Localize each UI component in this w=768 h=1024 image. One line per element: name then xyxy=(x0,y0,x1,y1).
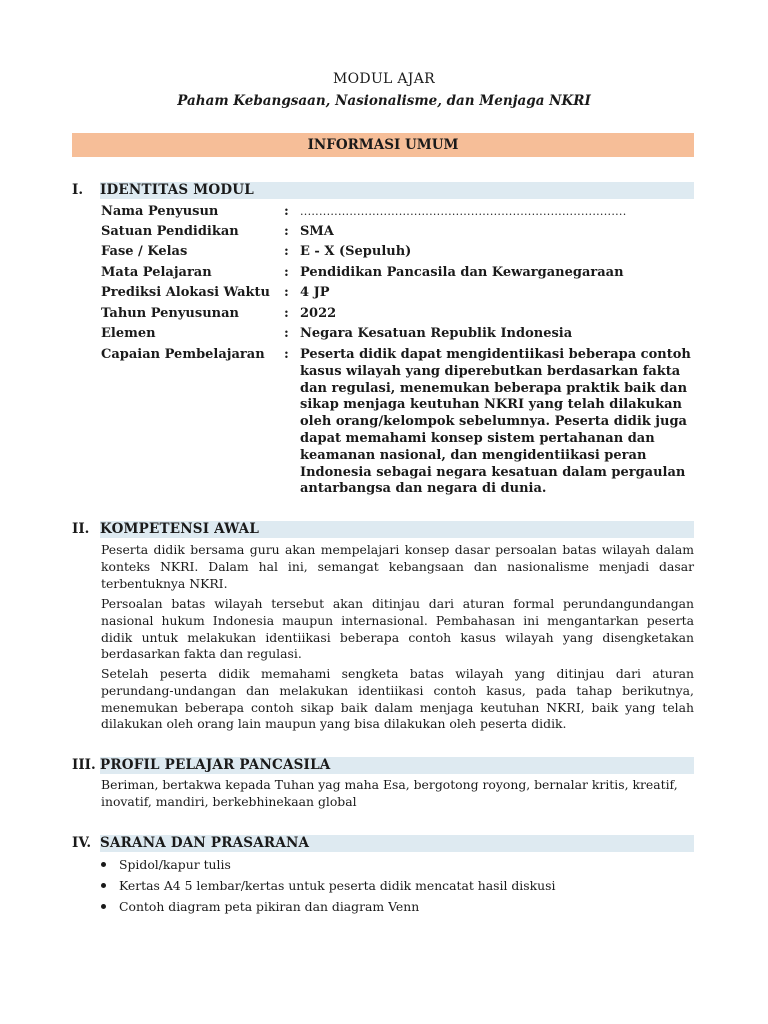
list-item-text: Contoh diagram peta pikiran dan diagram Venn xyxy=(119,899,420,914)
identity-colon: : xyxy=(284,347,289,362)
list-item-text: Spidol/kapur tulis xyxy=(119,857,231,872)
identity-value: 2022 xyxy=(300,306,337,321)
section-number: I. xyxy=(72,182,84,198)
identity-colon: : xyxy=(284,285,289,300)
section-title: SARANA DAN PRASARANA xyxy=(100,835,310,851)
identity-colon: : xyxy=(284,224,289,239)
identity-colon: : xyxy=(284,265,289,280)
identity-colon: : xyxy=(284,326,289,341)
identity-label: Satuan Pendidikan xyxy=(101,224,239,239)
list-item-text: Kertas A4 5 lembar/kertas untuk peserta didik mencatat hasil diskusi xyxy=(119,878,556,893)
identity-value: SMA xyxy=(300,224,334,239)
profil-text: Beriman, bertakwa kepada Tuhan yag maha Esa, bergotong royong, bernalar kritis, kreatif, inovatif, mandiri, berkebhinekaan global xyxy=(101,777,678,809)
section-number: II. xyxy=(72,521,90,537)
section-title: PROFIL PELAJAR PANCASILA xyxy=(100,757,331,773)
identity-label: Fase / Kelas xyxy=(101,244,188,259)
section-title: IDENTITAS MODUL xyxy=(100,182,254,198)
section-number: III. xyxy=(72,757,96,773)
sarana-list xyxy=(101,856,691,919)
identity-label: Mata Pelajaran xyxy=(101,265,212,280)
identity-label: Capaian Pembelajaran xyxy=(101,347,265,362)
section-header-kompetensi xyxy=(72,521,694,538)
identity-label: Elemen xyxy=(101,326,156,341)
paragraph: Persoalan batas wilayah tersebut akan ditinjau dari aturan formal perundangundangan nasional hukum Indonesia maupun internasional. Pembahasan ini mengantarkan peserta didik untuk melakukan identiikasi beberapa contoh kasus wilayah yang disengketakan berdasarkan fakta dan regulasi. xyxy=(101,596,694,662)
identity-value: Negara Kesatuan Republik Indonesia xyxy=(300,326,573,341)
list-item xyxy=(101,877,691,898)
bullet-icon xyxy=(101,904,106,909)
identity-value-capaian: Peserta didik dapat mengidentiikasi beberapa contoh kasus wilayah yang diperebutkan berdasarkan fakta dan regulasi, menemukan beberapa praktik baik dan sikap menjaga keutuhan NKRI yang telah dilakukan oleh orang/kelompok sebelumnya. Peserta didik juga dapat memahami konsep sistem pertahanan dan keamanan nasional, dan mengidentiikasi peran Indonesia sebagai negara kesatuan dalam pergaulan antarbangsa dan negara di dunia. xyxy=(300,347,691,497)
identity-value-placeholder: ...................................................................................... xyxy=(300,205,627,218)
identity-value: E - X (Sepuluh) xyxy=(300,244,412,259)
doc-title: MODUL AJAR xyxy=(333,71,435,87)
identity-label: Prediksi Alokasi Waktu xyxy=(101,285,270,300)
identity-colon: : xyxy=(284,204,289,219)
list-item xyxy=(101,898,691,919)
identity-value: 4 JP xyxy=(300,285,330,300)
identity-colon: : xyxy=(284,244,289,259)
identity-colon: : xyxy=(284,306,289,321)
list-item xyxy=(101,856,691,877)
section-header-identitas xyxy=(72,182,694,199)
paragraph: Peserta didik bersama guru akan mempelajari konsep dasar persoalan batas wilayah dalam konteks NKRI. Dalam hal ini, semangat kebangsaan dan nasionalisme menjadi dasar terbentuknya NKRI. xyxy=(101,542,694,591)
section-title: KOMPETENSI AWAL xyxy=(100,521,260,537)
bullet-icon xyxy=(101,883,106,888)
identity-label: Tahun Penyusunan xyxy=(101,306,239,321)
section-header-sarana xyxy=(72,835,694,852)
identity-value: Pendidikan Pancasila dan Kewarganegaraan xyxy=(300,265,624,280)
info-banner: INFORMASI UMUM xyxy=(72,133,694,157)
doc-subtitle: Paham Kebangsaan, Nasionalisme, dan Menjaga NKRI xyxy=(177,93,591,109)
section-number: IV. xyxy=(72,835,92,851)
section-header-profil xyxy=(72,757,694,774)
bullet-icon xyxy=(101,862,106,867)
identity-label: Nama Penyusun xyxy=(101,204,219,219)
paragraph: Setelah peserta didik memahami sengketa batas wilayah yang ditinjau dari aturan perundang-undangan dan melakukan identiikasi contoh kasus, pada tahap berikutnya, menemukan beberapa contoh sikap baik dalam menjaga keutuhan NKRI, baik yang telah dilakukan oleh orang lain maupun yang bisa dilakukan oleh peserta didik. xyxy=(101,666,694,732)
